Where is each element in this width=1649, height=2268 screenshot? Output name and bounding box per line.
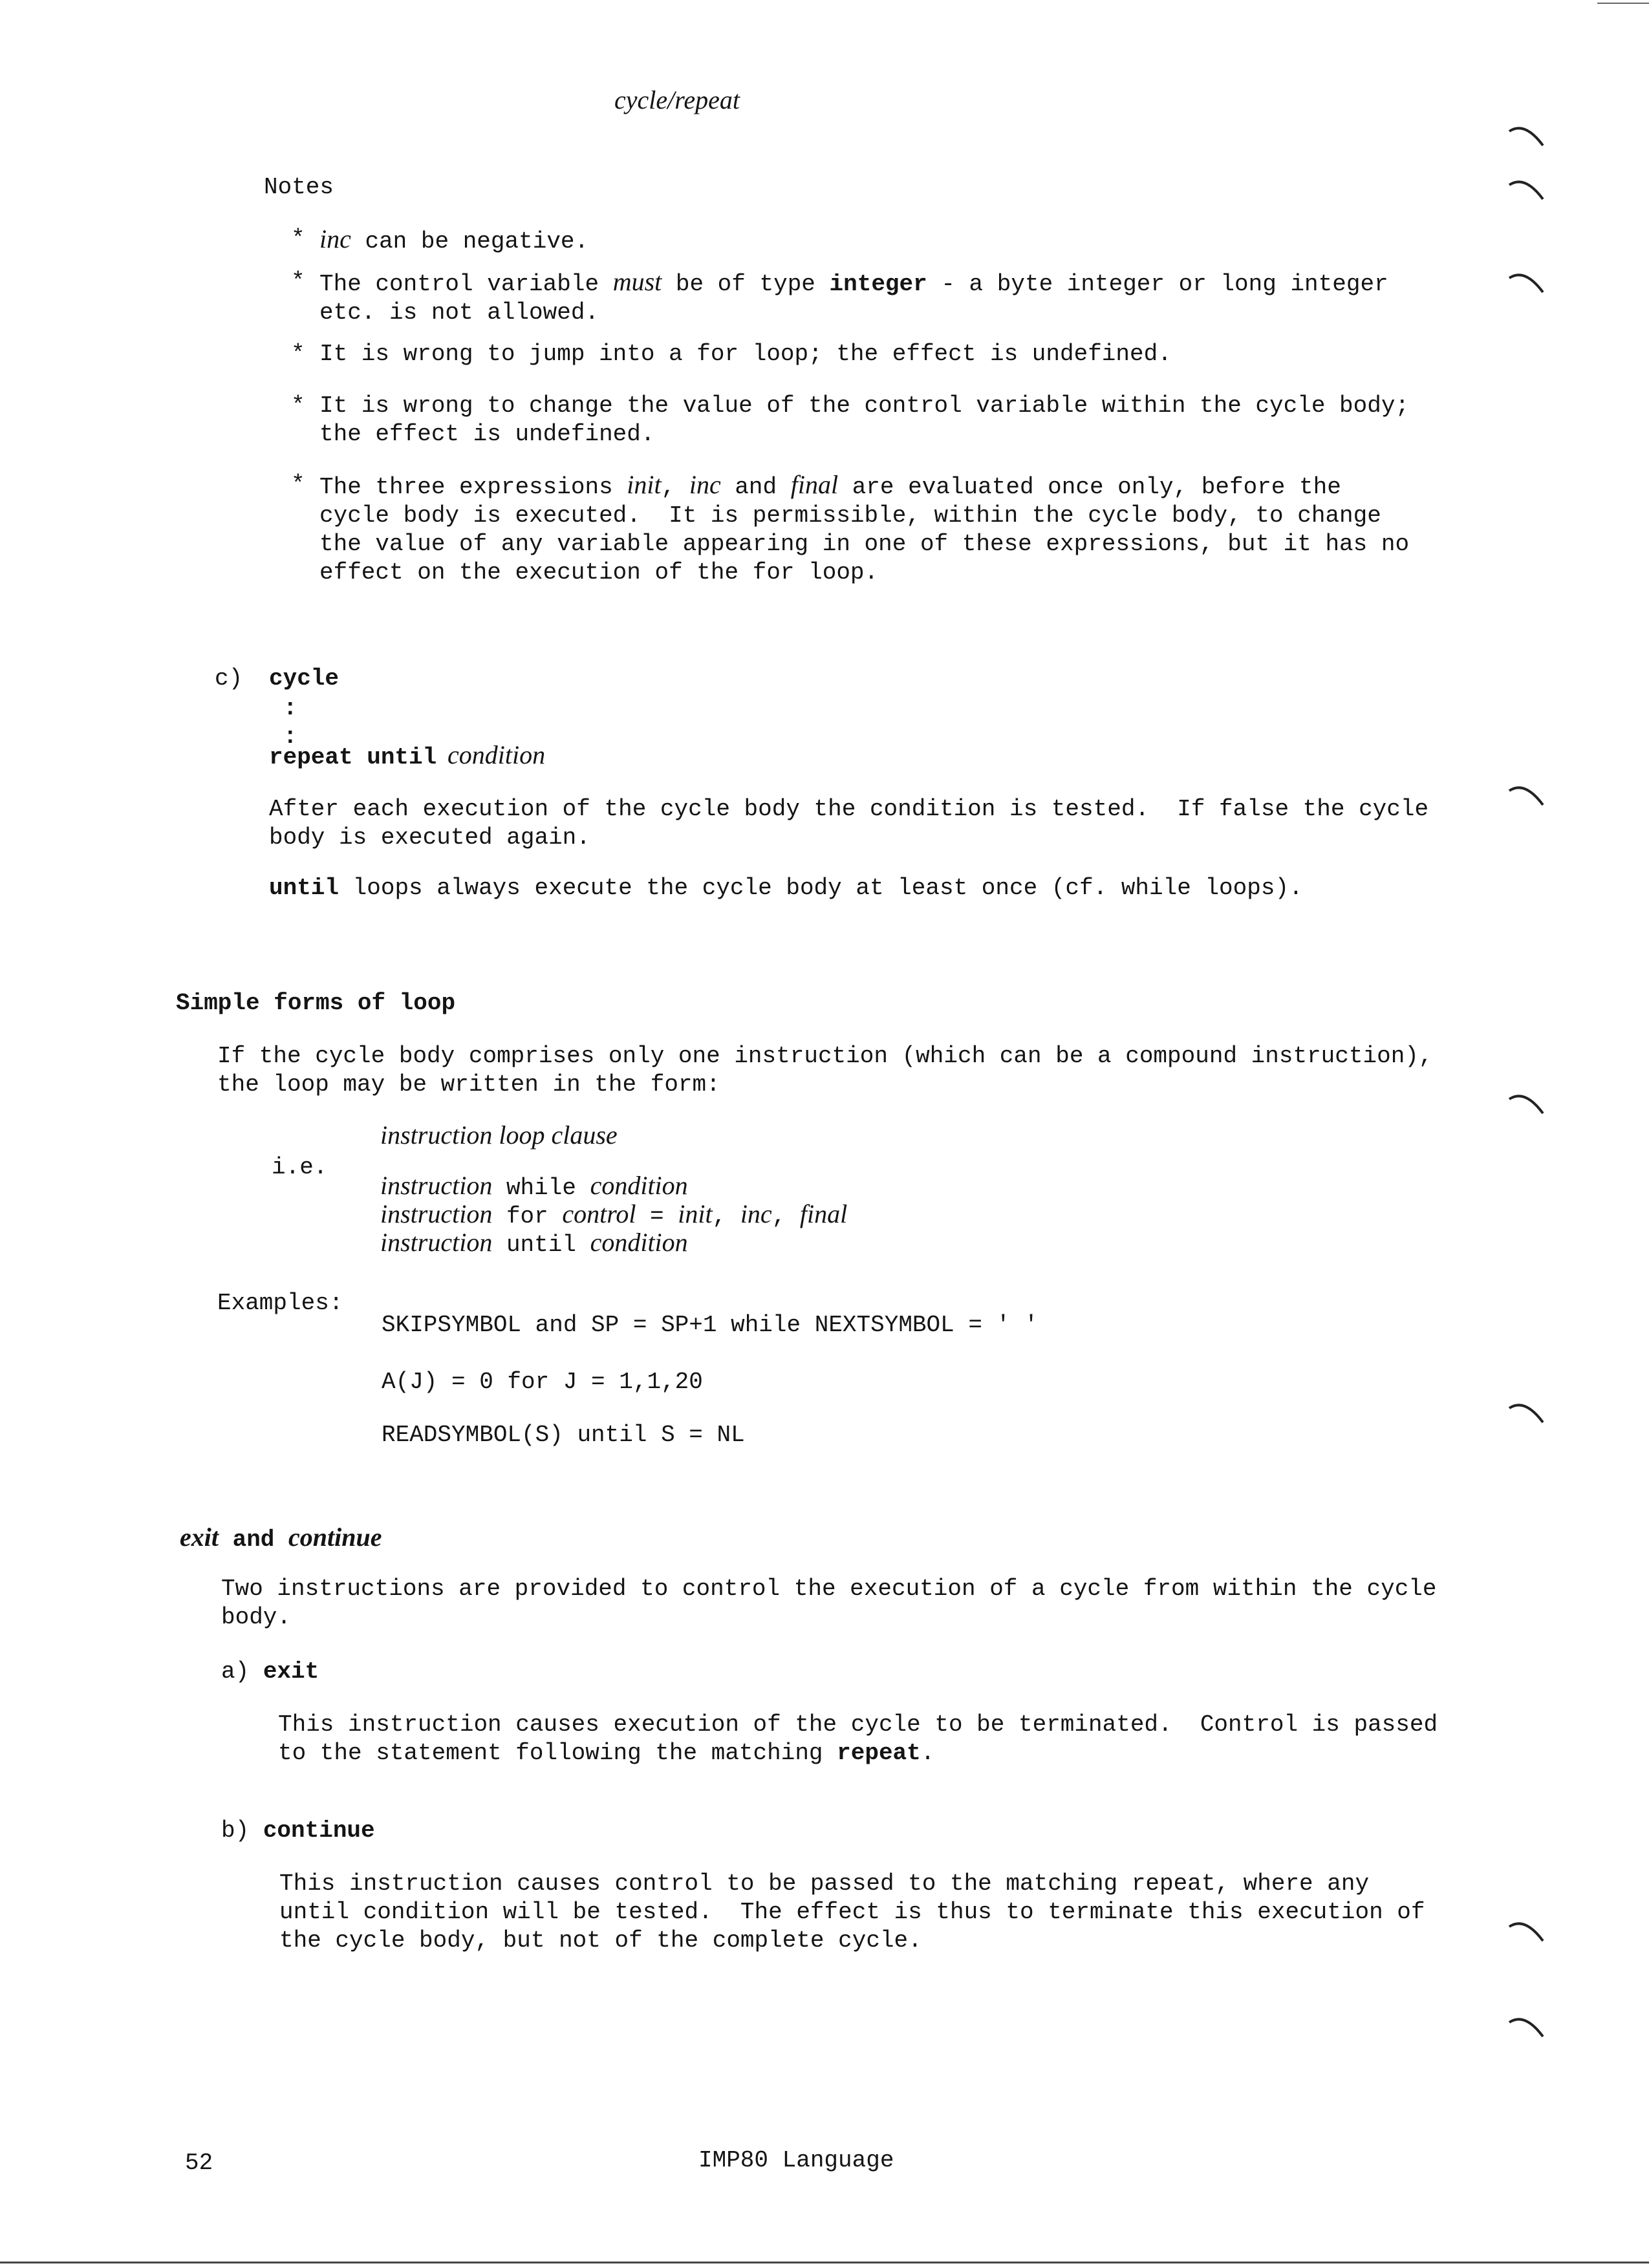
exit-heading (221, 1658, 319, 1686)
text-run: condition (590, 1228, 688, 1257)
ie-label: i.e. (272, 1154, 328, 1181)
binder-mark-4 (1507, 779, 1546, 811)
until-keyword: until (269, 875, 339, 901)
note-item (319, 471, 1409, 587)
until-note-text: loops always execute the cycle body at least once (cf. while loops). (339, 875, 1303, 901)
text-run: It is wrong to jump into a for loop; the effect is undefined. (319, 341, 1172, 367)
bullet-star: * (291, 471, 305, 498)
exit-label: a) (221, 1658, 263, 1685)
example-1: SKIPSYMBOL and SP = SP+1 while NEXTSYMBOL = ' ' (382, 1312, 1039, 1338)
note-item (319, 340, 1172, 369)
page-number: 52 (185, 2150, 213, 2176)
examples-label: Examples: (217, 1290, 343, 1316)
text-run: = (636, 1203, 678, 1230)
footer-title: IMP80 Language (698, 2147, 894, 2174)
section-c-label: c) (215, 665, 243, 692)
text-run: init (627, 470, 662, 499)
text-run: inc (689, 470, 721, 499)
text-run: for (492, 1203, 563, 1230)
text-run: , (712, 1203, 740, 1230)
text-run: instruction (380, 1228, 493, 1257)
condition-term: condition (447, 740, 546, 769)
text-run: are evaluated once only, before the cycle body is executed. It is permissible, within the cycle body, to change the value of any variable appearing in one of these expressions, but it has no effect on the execution of the for loop. (319, 474, 1410, 586)
text-run: , (771, 1203, 800, 1230)
text-run: , (661, 474, 689, 500)
bullet-star: * (291, 392, 305, 419)
exit-description-end: . (920, 1740, 935, 1766)
text-run: control (562, 1199, 636, 1228)
text-run: integer (829, 271, 927, 297)
text-run: be of type (662, 271, 830, 297)
exit-continue-intro: Two instructions are provided to control the execution of a cycle from within the cycle body. (221, 1576, 1437, 1631)
example-2: A(J) = 0 for J = 1,1,20 (382, 1369, 703, 1395)
continue-label: b) (221, 1817, 263, 1844)
text-run: The control variable (319, 271, 613, 297)
text-run: until (492, 1232, 590, 1258)
cycle-description: After each execution of the cycle body the condition is tested. If false the cycle body is executed again. (269, 796, 1429, 851)
binder-mark-8 (1507, 2011, 1546, 2043)
text-run: instruction (380, 1199, 493, 1228)
text-run: condition (590, 1171, 688, 1200)
exit-description-text: This instruction causes execution of the cycle to be terminated. Control is passed to the statement following the matching (278, 1711, 1438, 1766)
text-run: The three expressions (319, 474, 627, 500)
text-run: final (799, 1199, 848, 1228)
binder-mark-7 (1507, 1915, 1546, 1947)
binder-mark-6 (1507, 1396, 1546, 1429)
binder-mark-2 (1507, 173, 1546, 206)
note-item (319, 225, 588, 256)
bullet-star: * (291, 268, 305, 295)
text-run: - a byte integer or long integer etc. is not allowed. (319, 271, 1388, 326)
exit-keyword: exit (263, 1658, 319, 1685)
bullet-star: * (291, 226, 305, 252)
exit-continue-heading (180, 1523, 382, 1554)
bullet-star: * (291, 341, 305, 367)
notes-heading: Notes (264, 174, 334, 200)
text-run: and (720, 474, 791, 500)
loop-form-variant (380, 1171, 688, 1203)
text-run: final (790, 470, 839, 499)
ellipsis-colon-1: : (283, 695, 297, 722)
continue-description: This instruction causes control to be passed to the matching repeat, where any until condition will be tested. The effect is thus to terminate this execution of the cycle body, but not of the complete cycle. (279, 1870, 1425, 1954)
text-run: inc (740, 1199, 772, 1228)
ellipsis-colon-2: : (283, 723, 297, 750)
text-run: inc (319, 224, 351, 253)
continue-keyword: continue (263, 1817, 375, 1844)
text-run: init (678, 1199, 713, 1228)
simple-forms-heading: Simple forms of loop (176, 990, 456, 1016)
loop-form-variant (380, 1228, 688, 1259)
binder-mark-1 (1507, 120, 1546, 152)
heading-exit: exit (180, 1523, 219, 1552)
example-3: READSYMBOL(S) until S = NL (382, 1422, 745, 1448)
text-run: must (612, 267, 662, 296)
exit-repeat-keyword: repeat (837, 1740, 921, 1766)
text-run: It is wrong to change the value of the control variable within the cycle body; the effect is undefined. (319, 392, 1410, 447)
binder-mark-5 (1507, 1087, 1546, 1120)
text-run: while (492, 1175, 590, 1201)
form-main: instruction loop clause (380, 1120, 618, 1150)
heading-and: and (218, 1526, 289, 1553)
exit-description (278, 1711, 1438, 1768)
until-note (269, 874, 1303, 903)
text-run: instruction (380, 1171, 493, 1200)
text-run: can be negative. (350, 228, 589, 255)
note-item (319, 392, 1409, 449)
heading-continue: continue (288, 1523, 382, 1552)
cycle-keyword: cycle (269, 665, 339, 692)
continue-heading (221, 1817, 375, 1845)
top-edge-rule (1597, 3, 1649, 4)
binder-mark-3 (1507, 266, 1546, 299)
running-header: cycle/repeat (614, 85, 740, 114)
note-item (319, 268, 1388, 327)
loop-form-variant (380, 1200, 847, 1231)
simple-forms-intro: If the cycle body comprises only one instruction (which can be a compound instruction), the loop may be written in the form: (217, 1043, 1433, 1098)
bottom-edge-rule (0, 2262, 1649, 2263)
repeat-until-keyword: repeat until (269, 744, 437, 771)
